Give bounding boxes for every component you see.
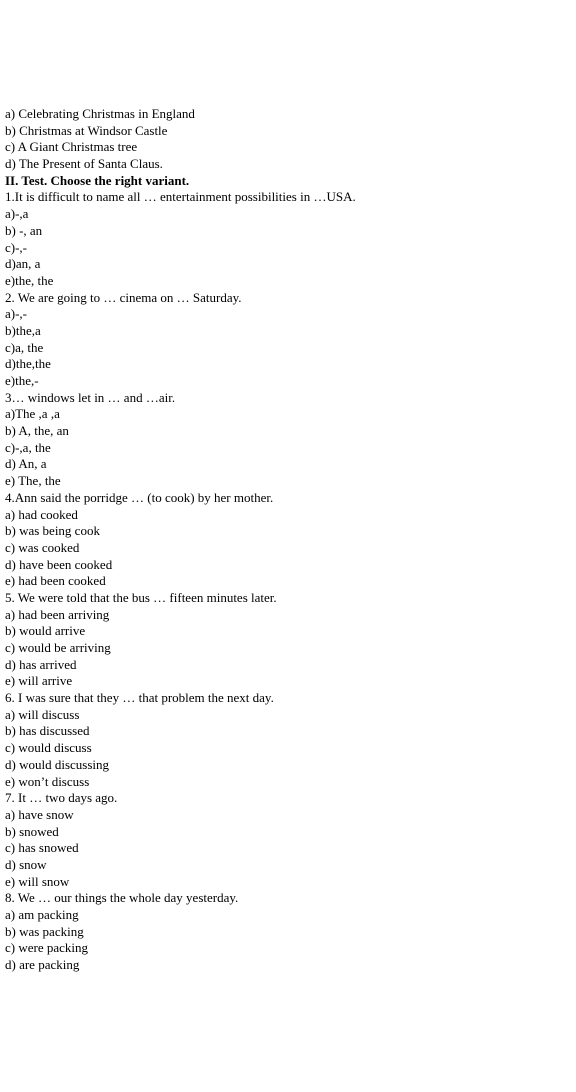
answer-option: b) snowed	[5, 823, 59, 839]
answer-option: c) A Giant Christmas tree	[5, 139, 138, 155]
answer-option: d) An, a	[5, 456, 47, 472]
answer-option: e) The, the	[5, 473, 61, 489]
section-heading: II. Test. Choose the right variant.	[5, 172, 190, 188]
answer-option: d) are packing	[5, 957, 80, 973]
answer-option: d) have been cooked	[5, 556, 113, 572]
answer-option: c)-,-	[5, 239, 28, 255]
answer-option: e) will arrive	[5, 673, 73, 689]
answer-option: e)the, the	[5, 272, 54, 288]
answer-option: b) A, the, an	[5, 423, 69, 439]
answer-option: c) was cooked	[5, 539, 80, 555]
answer-option: b) -, an	[5, 222, 43, 238]
answer-option: b) Christmas at Windsor Castle	[5, 122, 168, 138]
question-text: 8. We … our things the whole day yesterday.	[5, 890, 239, 906]
answer-option: c) would be arriving	[5, 640, 111, 655]
answer-option: e)the,-	[5, 373, 39, 388]
answer-option: b)the,a	[5, 322, 41, 338]
question-text: 6. I was sure that they … that problem the next day.	[5, 690, 274, 706]
answer-option: a) will discuss	[5, 706, 80, 722]
answer-option: a) had been arriving	[5, 606, 110, 622]
question-text: 3… windows let in … and …air.	[5, 389, 176, 405]
answer-option: a)-,-	[5, 306, 28, 322]
document-body	[5, 106, 566, 974]
question-text: 4.Ann said the porridge … (to cook) by her mother.	[5, 489, 274, 505]
answer-option: d) would discussing	[5, 756, 109, 772]
question-text: 7. It … two days ago.	[5, 790, 118, 806]
answer-option: b) would arrive	[5, 623, 86, 639]
answer-option: b) has discussed	[5, 723, 90, 739]
answer-option: b) was packing	[5, 923, 84, 939]
answer-option: b) was being cook	[5, 523, 100, 539]
answer-option: a) am packing	[5, 907, 79, 922]
answer-option: c)a, the	[5, 339, 44, 355]
answer-option: c) has snowed	[5, 840, 79, 856]
answer-option: a)The ,a ,a	[5, 406, 60, 422]
answer-option: a)-,a	[5, 206, 29, 222]
answer-option: d) has arrived	[5, 656, 77, 672]
answer-option: c) were packing	[5, 940, 89, 956]
question-text: 5. We were told that the bus … fifteen minutes later.	[5, 589, 277, 605]
answer-option: d) snow	[5, 856, 47, 872]
answer-option: c)-,a, the	[5, 439, 51, 455]
question-text: 1.It is difficult to name all … entertainment possibilities in …USA.	[5, 189, 356, 205]
answer-option: a) had cooked	[5, 506, 78, 522]
answer-option: a) Celebrating Christmas in England	[5, 106, 195, 121]
answer-option: d)the,the	[5, 356, 51, 372]
answer-option: d) The Present of Santa Claus.	[5, 156, 163, 172]
answer-option: e) won’t discuss	[5, 773, 90, 789]
answer-option: a) have snow	[5, 806, 74, 822]
question-text: 2. We are going to … cinema on … Saturday.	[5, 289, 242, 305]
answer-option: e) had been cooked	[5, 573, 106, 589]
answer-option: d)an, a	[5, 256, 41, 272]
answer-option: c) would discuss	[5, 740, 92, 756]
answer-option: e) will snow	[5, 873, 70, 889]
